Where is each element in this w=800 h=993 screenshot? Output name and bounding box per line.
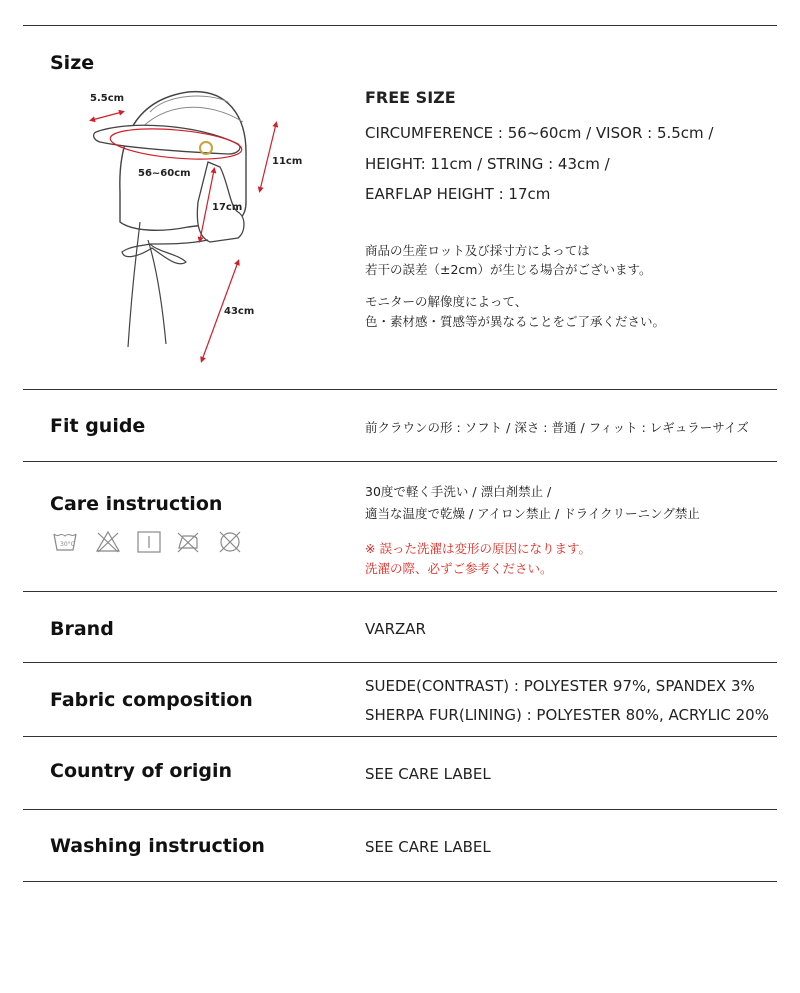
label-earflap: 17cm (212, 202, 243, 213)
divider (23, 591, 777, 592)
size-note-line: 色・素材感・質感等が異なることをご了承ください。 (365, 314, 666, 329)
size-spec-line: HEIGHT: 11cm / STRING : 43cm / (365, 155, 610, 173)
brand-value: VARZAR (365, 620, 426, 638)
label-visor: 5.5cm (90, 93, 125, 104)
origin-heading: Country of origin (50, 760, 233, 782)
brand-heading: Brand (50, 618, 114, 640)
fabric-heading: Fabric composition (50, 689, 253, 711)
divider (23, 809, 777, 810)
care-warning-line: ※ 誤った洗濯は変形の原因になります。 (365, 541, 591, 556)
fabric-line: SHERPA FUR(LINING) : POLYESTER 80%, ACRYLIC 20% (365, 706, 769, 724)
hat-string-tie (150, 240, 208, 244)
hand-wash-30-icon (52, 530, 78, 554)
no-bleach-icon (95, 530, 121, 554)
tumble-dry-icon (136, 530, 162, 554)
size-spec-line: CIRCUMFERENCE : 56~60cm / VISOR : 5.5cm / (365, 124, 714, 142)
size-note-line: 若干の誤差（±2cm）が生じる場合がございます。 (365, 262, 652, 277)
fit-guide-value: 前クラウンの形 : ソフト / 深さ : 普通 / フィット : レギュラーサイズ (365, 420, 749, 435)
free-size-title: FREE SIZE (365, 88, 456, 107)
size-note-line: 商品の生産ロット及び採寸方によっては (365, 243, 590, 258)
divider (23, 461, 777, 462)
washing-heading: Washing instruction (50, 835, 265, 857)
size-spec-line: EARFLAP HEIGHT : 17cm (365, 185, 551, 203)
divider (23, 736, 777, 737)
size-heading: Size (50, 52, 95, 74)
label-string: 43cm (224, 306, 255, 317)
label-height: 11cm (272, 156, 303, 167)
hat-diagram (78, 82, 318, 372)
size-note-line: モニターの解像度によって、 (365, 294, 528, 309)
divider (23, 389, 777, 390)
care-warning-line: 洗濯の際、必ずご参考ください。 (365, 561, 553, 576)
fabric-line: SUEDE(CONTRAST) : POLYESTER 97%, SPANDEX 3% (365, 677, 755, 695)
no-dry-clean-icon (217, 530, 243, 554)
divider-bottom (23, 881, 777, 882)
hat-string-left (128, 222, 140, 347)
divider (23, 662, 777, 663)
origin-value: SEE CARE LABEL (365, 765, 491, 783)
care-line: 適当な温度で乾燥 / アイロン禁止 / ドライクリーニング禁止 (365, 506, 700, 521)
care-line: 30度で軽く手洗い / 漂白剤禁止 / (365, 484, 552, 499)
label-circumference: 56~60cm (138, 168, 191, 179)
no-iron-icon (175, 530, 201, 554)
care-heading: Care instruction (50, 493, 223, 515)
fit-guide-heading: Fit guide (50, 415, 146, 437)
divider-top (23, 25, 777, 26)
svg-text:30°C: 30°C (60, 541, 75, 548)
washing-value: SEE CARE LABEL (365, 838, 491, 856)
